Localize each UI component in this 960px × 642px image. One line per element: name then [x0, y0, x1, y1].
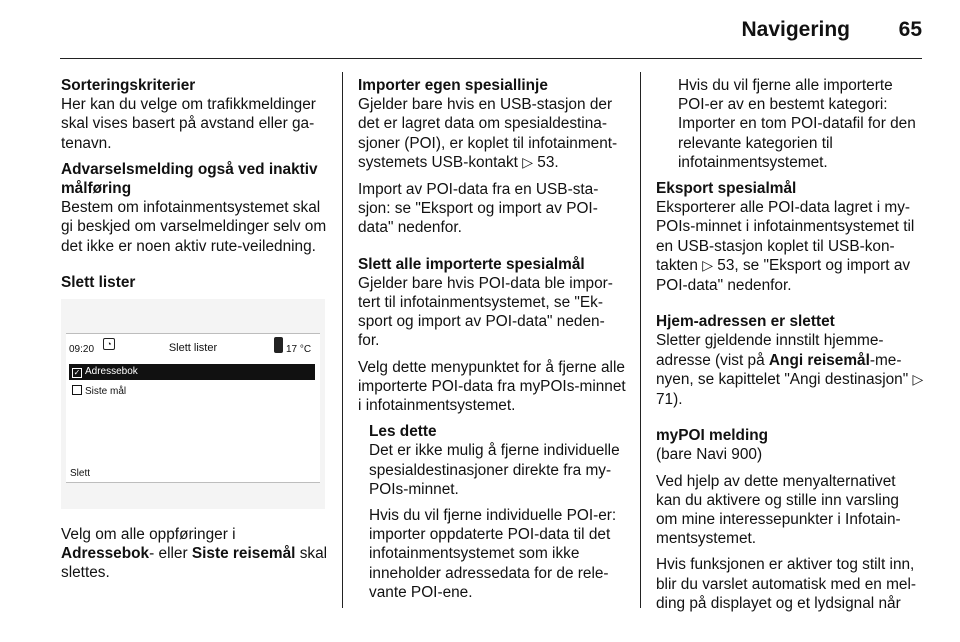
delete-lists-heading: Slett lister [61, 273, 136, 291]
screen-temperature: 17 °C [286, 344, 312, 356]
checkbox-icon [72, 385, 82, 395]
sort-heading: Sorteringskriterier [61, 77, 196, 94]
note-paragraph-2: Hvis du vil fjerne individuelle POI-er: importer oppdaterte POI-data til det infotainmentsystemet som ikke inneholder adressedata for de rele-vante POI-ene. [369, 507, 617, 601]
export-ref: 53, se "Eksport og import av POI-data" nedenfor. [656, 256, 911, 295]
delete-all-heading: Slett alle importerte spesialmål [358, 255, 585, 273]
home-address-heading: Hjem-adressen er slettet [656, 313, 835, 331]
export-paragraph: Eksporterer alle POI-data lagret i my-POIs-minnet i infotainmentsystemet til en USB-stasjon koplet til USB-kon-takten [656, 199, 915, 274]
mypoi-heading: myPOI melding [656, 427, 769, 445]
screen-display [66, 333, 320, 483]
screen-title: Slett lister [168, 342, 218, 355]
screen-figure [61, 299, 325, 509]
screen-item-label: Siste mål [85, 386, 127, 398]
page-ref-arrow-icon: ▷ [912, 371, 924, 388]
screen-delete-softkey[interactable]: Slett [70, 468, 91, 480]
warning-paragraph: Bestem om infotainmentsystemet skal gi beskjed om varselmeldinger selv om det ikke er noen aktiv rute-veiledning. [61, 199, 327, 255]
screen-time: 09:20 [69, 344, 95, 356]
import-paragraph-2: Import av POI-data fra en USB-sta-sjon: se "Eksport og import av POI-data" nedenfor. [358, 181, 599, 237]
after-text-post: skal slettes. [61, 545, 328, 582]
home-address-bold: Angi reisemål [768, 351, 870, 369]
page-number: 65 [898, 18, 922, 41]
sort-paragraph: Her kan du velge om trafikkmeldinger skal vises basert på avstand eller ga-tenavn. [61, 96, 316, 152]
header-divider [60, 58, 922, 59]
home-address-ref: 71). [656, 391, 683, 409]
thermometer-icon [274, 337, 283, 353]
home-address-text-post: -me-nyen, se kapittelet "Angi destinasjon" [656, 351, 909, 388]
page-ref-arrow-icon: ▷ [522, 154, 534, 171]
section-title: Navigering [741, 18, 850, 41]
screen-item-address-book[interactable] [69, 364, 315, 380]
note-box [369, 422, 626, 602]
page-ref-arrow-icon: ▷ [702, 257, 713, 274]
mypoi-paragraph-2: Hvis funksjonen er aktiver tog stilt inn, blir du varslet automatisk med en mel-ding på displayet og et lydsignal når [656, 556, 917, 612]
after-text-mid: - eller [149, 545, 188, 563]
import-paragraph-1: Gjelder bare hvis en USB-stasjon der det er lagret data om spesialdestina-sjoner (POI), er koplet til infotainment-systemets USB-kontakt [358, 96, 618, 171]
export-heading: Eksport spesialmål [656, 180, 797, 198]
home-address-text-pre: Sletter gjeldende innstilt hjemme-adresse (vist på [656, 332, 884, 369]
column-3 [656, 76, 924, 620]
column-2 [358, 76, 626, 609]
clock-icon: ◔ [103, 338, 115, 350]
mypoi-subtitle: (bare Navi 900) [656, 446, 763, 464]
column-divider-1 [342, 72, 343, 608]
column-divider-2 [640, 72, 641, 608]
note-heading: Les dette [369, 423, 437, 441]
column-1 [61, 76, 331, 590]
after-text-pre: Velg om alle oppføringer i [61, 526, 236, 544]
mypoi-paragraph-1: Ved hjelp av dette menyalternativet kan du aktivere og stille inn varsling om mine interessepunkter i Infotain-mentsystemet. [656, 472, 901, 548]
after-bold-address-book: Adressebok [61, 545, 150, 563]
page-header [0, 0, 960, 52]
screen-item-last-destinations[interactable] [69, 384, 315, 400]
after-bold-last-destinations: Siste reisemål [191, 545, 296, 563]
import-heading: Importer egen spesiallinje [358, 77, 548, 94]
delete-all-paragraph-2: Velg dette menypunktet for å fjerne alle importerte POI-data fra myPOIs-minnet i infotainmentsystemet. [358, 358, 626, 415]
import-ref-1: 53. [537, 153, 559, 171]
note-paragraph-1: Det er ikke mulig å fjerne individuelle spesialdestinasjoner direkte fra my-POIs-minnet. [369, 442, 620, 498]
screen-status-bar [66, 334, 320, 356]
delete-all-paragraph-1: Gjelder bare hvis POI-data ble impor-tert til infotainmentsystemet, se "Ek-sport og import av POI-data" neden-for. [358, 274, 613, 350]
warning-heading: Advarselsmelding også ved inaktiv målføring [61, 160, 318, 198]
screen-item-label: Adressebok [85, 366, 138, 378]
note-continued-paragraph: Hvis du vil fjerne alle importerte POI-er av en bestemt kategori: Importer en tom POI-datafil for den relevante kategorien til infotainmentsystemet. [678, 77, 916, 171]
checkbox-checked-icon: ✓ [73, 368, 81, 378]
